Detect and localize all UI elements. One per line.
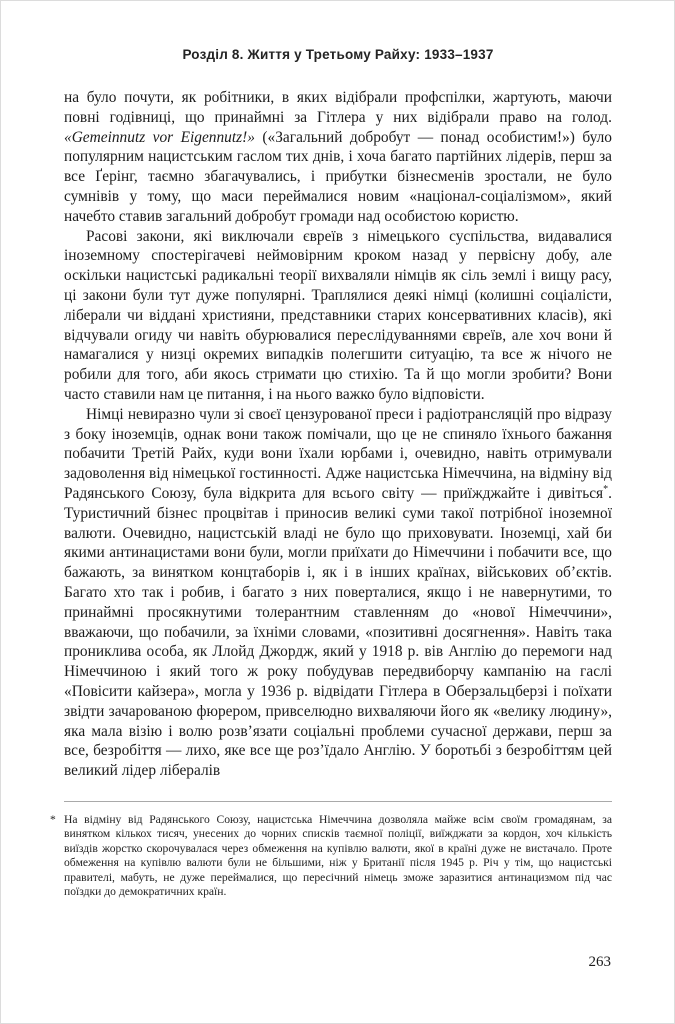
footnote-text: На відміну від Радянського Союзу, нацистська Німеччина дозволяла майже всім своїм громадянам, за винятком кількох тисяч, унесених до чорних списків таємної поліції, виїжджати за кордон, хоч кількість виїздів жорстко скорочувалася через обмеження на купівлю валюти, якої в країні дуже не вистачало. Проте обмеження на купівлю валюти були не більшими, ніж у Британії після 1945 р. Річ у тім, що нацистські правителі, мабуть, не дуже переймалися, що пересічний німець зможе заразитися антинацизмом під час поїздки до демократичних країн. <box>64 812 612 898</box>
text-segment: Німці невиразно чули зі своєї цензурованої преси і радіотрансляцій про відразу з боку іноземців, однак вони також помічали, що це не спиняло їхнього бажання побачити Третій Райх, куди вони їхали юрбами і, очевидно, навіть отримували задоволення від німецької гостинності. Адже нацистська Німеччина, на відміну від Радянського Союзу, була відкрита для всього світу — приїжджайте і дивіться <box>64 405 612 502</box>
body-text <box>64 88 612 781</box>
footnote-marker: * <box>50 812 56 826</box>
footnote-reference: * <box>603 483 609 495</box>
text-segment: «Gemeinnutz vor Eigennutz!» <box>64 128 255 146</box>
paragraph <box>64 405 612 781</box>
text-segment: Расові закони, які виключали євреїв з німецького суспільства, видавалися іноземному спостерігачеві неймовірним кроком назад у первісну добу, але оскільки нацистські радикальні теорії вихваляли німців як сіль землі і вищу расу, ці закони були тут дуже популярні. Траплялися деякі німці (колишні соціалісти, ліберали чи віддані християни, представники старих консервативних класів), які відчували огиду чи навіть обурювалися переслідуваннями євреїв, але хоч вони й намагалися у низці окремих випадків полегшити ситуацію, та все ж нічого не робили для того, аби якось стримати цю стихію. Та й що могли зробити? Вони часто ставили нам це питання, і на нього важко було відповісти. <box>64 227 612 403</box>
paragraph <box>64 227 612 405</box>
paragraph <box>64 88 612 227</box>
chapter-running-head: Розділ 8. Життя у Третьому Райху: 1933–1937 <box>182 47 494 62</box>
text-segment: . Туристичний бізнес процвітав і приносив великі суми такої потрібної іноземної валюти. Очевидно, нацистській владі не було що приховувати. Іноземці, хай би якими антинацистами вони були, могли приїхати до Німеччини і побачити все, що бажають, за винятком концтаборів і, як і в інших країнах, військових об’єктів. Багато хто так і робив, і багато з них поверталися, якщо і не навернутими, то принаймні просякнутими толерантним ставленням до «нової Німеччини», вважаючи, що побачили, за їхніми словами, «позитивні досягнення». Навіть така прониклива особа, як Ллойд Джордж, який у 1918 р. вів Англію до перемоги над Німеччиною і який того ж року побудував передвиборчу кампанію на гаслі «Повісити кайзера», могла у 1936 р. відвідати Гітлера в Оберзальцберзі і поїхати звідти зачарованою фюрером, привселюдно вихваляючи його як «велику людину», яка мала візію і волю розв’язати соціальні проблеми сучасної держави, перш за все, безробіття — лихо, яке все ще роз’їдало Англію. У боротьбі з безробіттям цей великий лідер лібералів <box>64 484 612 780</box>
text-segment: («Загальний добробут — понад особистим!») було популярним нацистським гаслом тих днів, і хоча багато партійних лідерів, перш за все Ґерінг, таємно збагачувались, і прибутки бізнесменів зростали, не було сумнівів у тому, що маси переймалися новим «націонал-соціалізмом», який начебто ставив загальний добробут громади над особистою користю. <box>64 128 612 225</box>
footnote <box>50 812 612 899</box>
text-segment: на було почути, як робітники, в яких відібрали профспілки, жартують, маючи повні годівниці, що принаймні за Гітлера у них відібрали право на голод. <box>64 89 612 126</box>
page-number: 263 <box>588 954 611 970</box>
footnote-separator <box>64 801 612 802</box>
